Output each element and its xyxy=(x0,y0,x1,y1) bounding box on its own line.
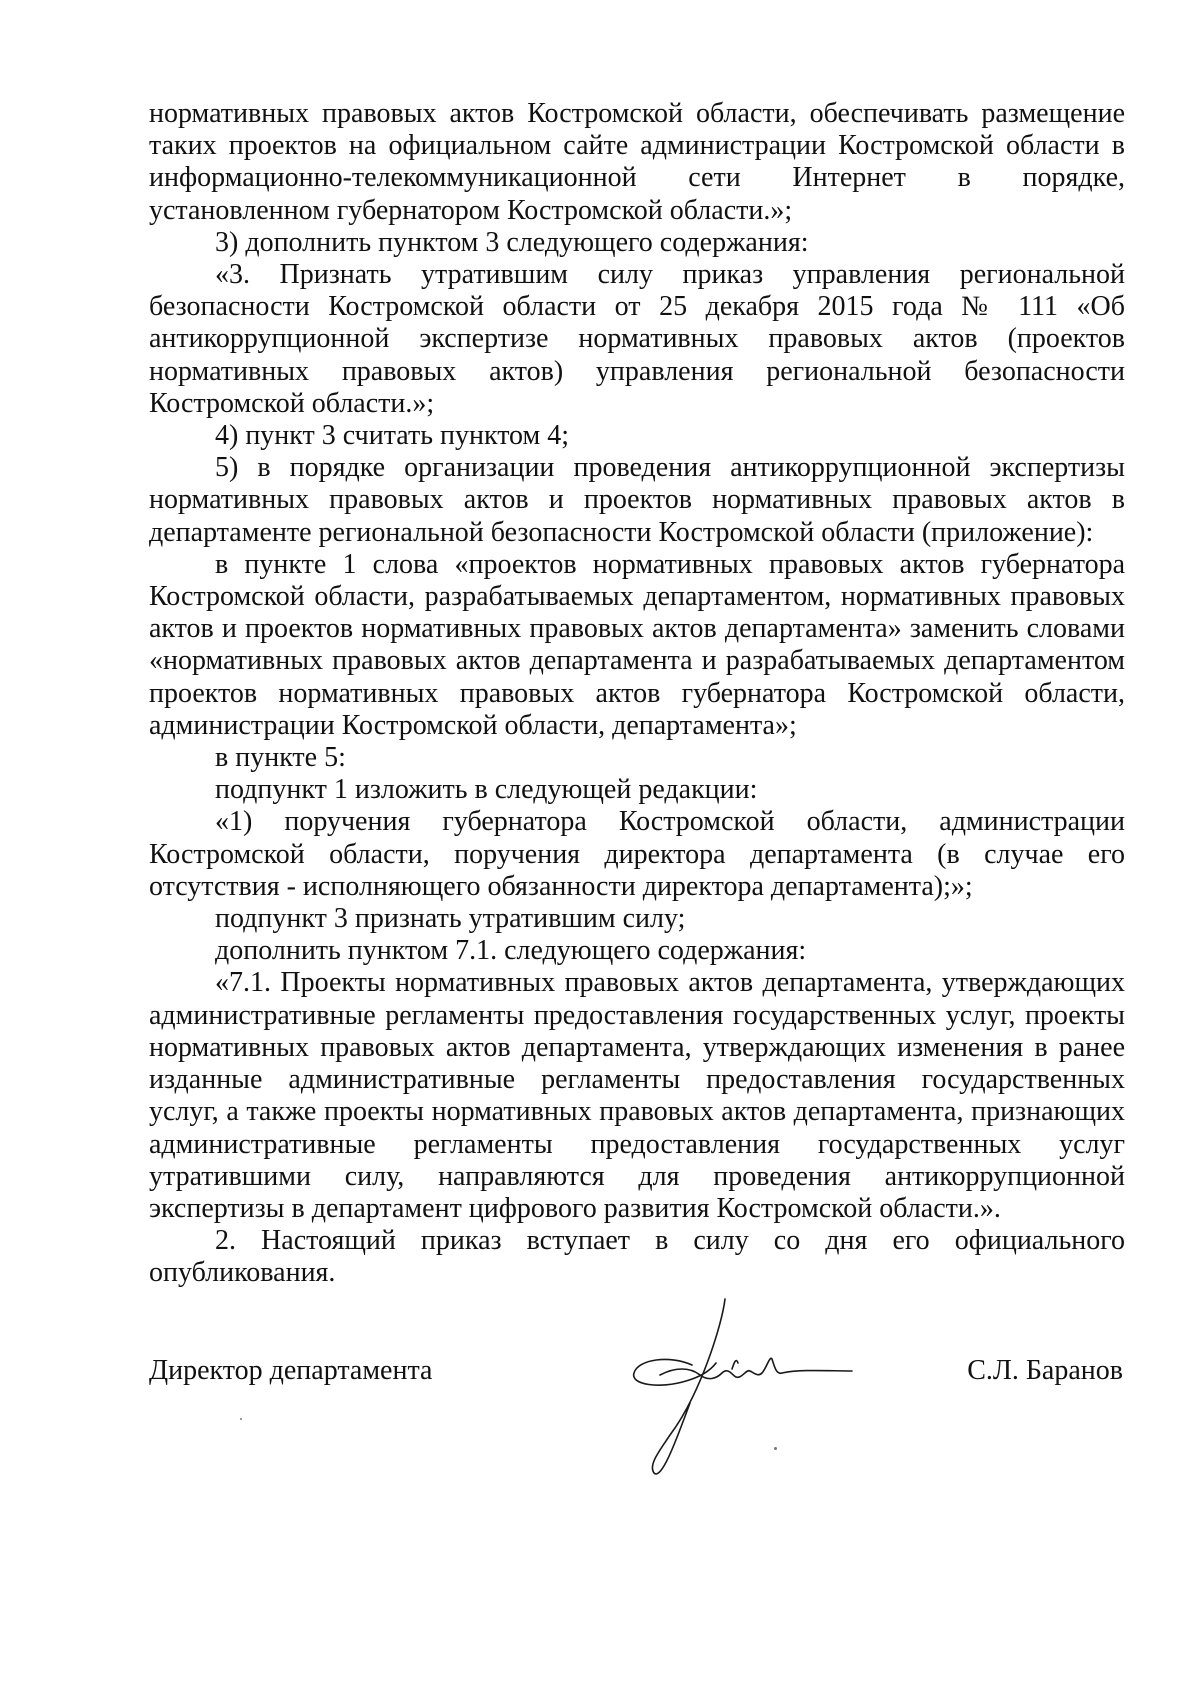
signatory-title: Директор департамента xyxy=(149,1355,433,1386)
scan-speck xyxy=(240,1418,242,1420)
paragraph-point-7-1-intro: дополнить пунктом 7.1. следующего содержания: xyxy=(215,935,807,967)
paragraph-effective-date: 2. Настоящий приказ вступает в силу со дня его официального опубликования. xyxy=(149,1225,1125,1289)
paragraph-item-3-text: «3. Признать утратившим силу приказ управления региональной безопасности Костромской области от 25 декабря 2015 года № 111 «Об антикоррупционной экспертизе нормативных правовых актов (проектов нормативных правовых актов) управления региональной безопасности Костромской области.»; xyxy=(149,259,1125,419)
paragraph-subpoint-1-intro: подпункт 1 изложить в следующей редакции: xyxy=(215,774,758,806)
paragraph-item-3-intro: 3) дополнить пунктом 3 следующего содержания: xyxy=(215,226,809,258)
paragraph-subpoint-3: подпункт 3 признать утратившим силу; xyxy=(215,903,686,935)
paragraph-subpoint-1-text: «1) поручения губернатора Костромской области, администрации Костромской области, поручения директора департамента (в случае его отсутствия - исполняющего обязанности директора департамента);»; xyxy=(149,806,1125,902)
paragraph-point-7-1-text: «7.1. Проекты нормативных правовых актов департамента, утверждающих административные регламенты предоставления государственных услуг, проекты нормативных правовых актов департамента, утверждающих изменения в ранее изданные административные регламенты предоставления государственных услуг, а также проекты нормативных правовых актов департамента, признающих административные регламенты предоставления государственных услуг утратившими силу, направляются для проведения антикоррупционной экспертизы в департамент цифрового развития Костромской области.». xyxy=(149,967,1125,1224)
paragraph-item-4: 4) пункт 3 считать пунктом 4; xyxy=(215,420,570,452)
paragraph-item-5: 5) в порядке организации проведения антикоррупционной экспертизы нормативных правовых актов и проектов нормативных правовых актов в департаменте региональной безопасности Костромской области (приложение): xyxy=(149,452,1125,548)
signatory-name: С.Л. Баранов xyxy=(967,1355,1123,1386)
paragraph-continuation: нормативных правовых актов Костромской области, обеспечивать размещение таких проектов на официальном сайте администрации Костромской области в информационно-телекоммуникационной сети Интернет в порядке, установленном губернатором Костромской области.»; xyxy=(149,98,1125,226)
paragraph-point-5: в пункте 5: xyxy=(215,742,346,774)
paragraph-point-1-change: в пункте 1 слова «проектов нормативных правовых актов губернатора Костромской области, разрабатываемых департаментом, нормативных правовых актов и проектов нормативных правовых актов департамента» заменить словами «нормативных правовых актов департамента и разрабатываемых департаментом проектов нормативных правовых актов губернатора Костромской области, администрации Костромской области, департамента»; xyxy=(149,548,1125,741)
scan-speck xyxy=(774,1447,777,1450)
document-body xyxy=(149,98,1125,1290)
handwritten-signature-icon xyxy=(630,1285,860,1485)
